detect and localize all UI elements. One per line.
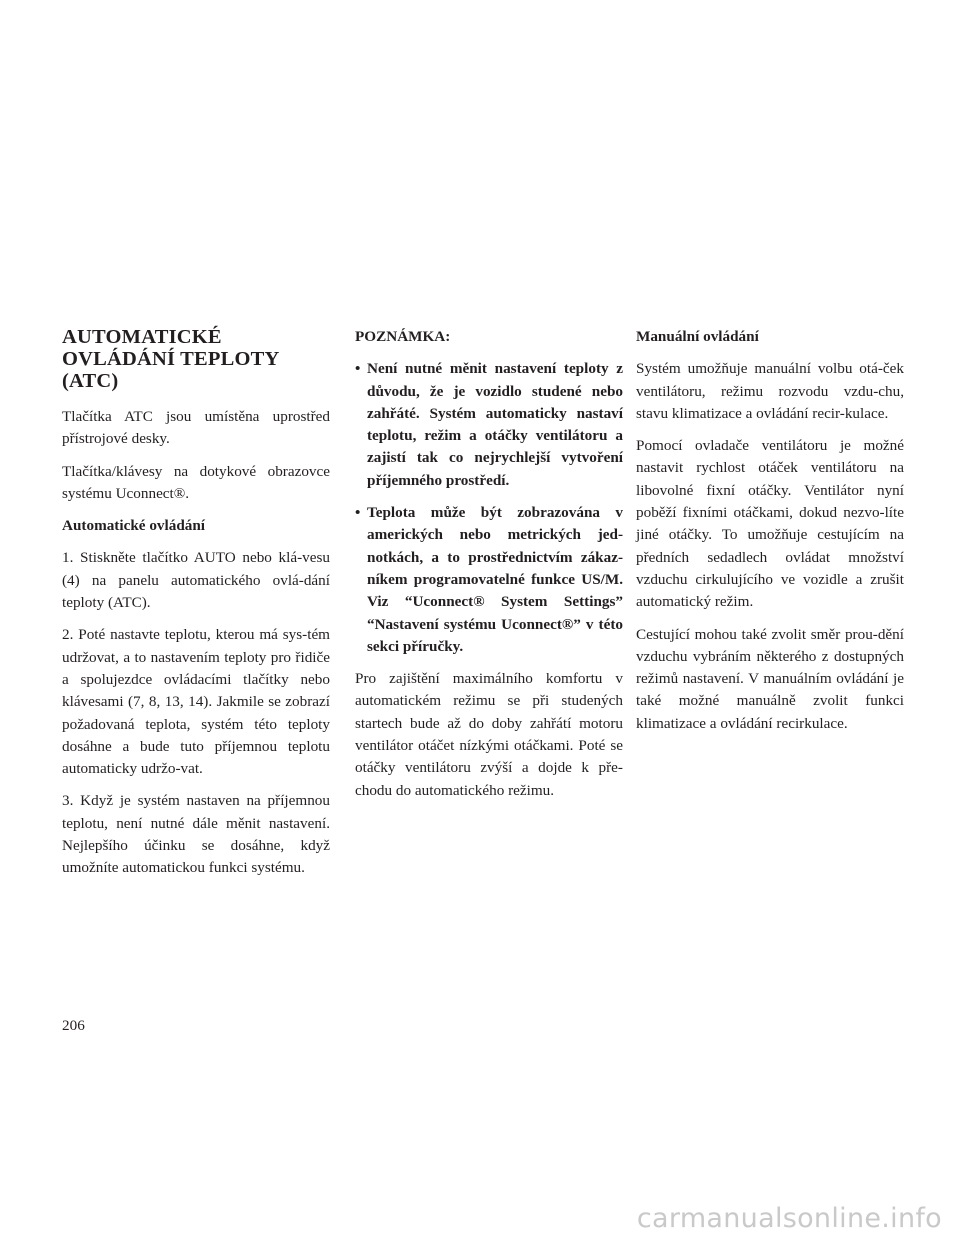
section-title-line-2: OVLÁDÁNÍ TEPLOTY bbox=[62, 348, 280, 370]
manual-paragraph-1: Systém umožňuje manuální volbu otá-ček ventilátoru, režimu rozvodu vzdu-chu, stavu klimatizace a ovládání recir-kulace. bbox=[636, 360, 904, 422]
auto-control-heading: Automatické ovládání bbox=[62, 517, 206, 535]
note-item bbox=[355, 358, 623, 492]
note-item-text: Teplota může být zobrazována v amerických nebo metrických jed-notkách, a to prostřednictvím zákaz-níkem programovatelné funkce US/M. Viz “Uconnect® System Settings” “Nastavení systému Uconnect®” v této sekci příručky. bbox=[367, 504, 623, 655]
note-heading: POZNÁMKA: bbox=[355, 328, 451, 345]
bullet-icon: • bbox=[355, 360, 361, 378]
manual-paragraph-2: Pomocí ovladače ventilátoru je možné nastavit rychlost otáček ventilátoru na libovolné fixní otáčky. Ventilátor nyní poběží fixními otáčkami, dokud nezvo-líte jiné otáčky. To umožňuje cestujícím na předních sedadlech ovládat množství vzduchu cirkulujícího ve vozidle a zrušit automatický režim. bbox=[636, 437, 904, 611]
step-1: 1. Stiskněte tlačítko AUTO nebo klá-vesu (4) na panelu automatického ovlá-dání teploty (ATC). bbox=[62, 549, 330, 612]
manual-control-heading: Manuální ovládání bbox=[636, 328, 759, 345]
watermark: carmanualsonline.info bbox=[636, 1203, 942, 1234]
section-title bbox=[62, 326, 330, 392]
section-title-line-1: AUTOMATICKÉ bbox=[62, 326, 222, 348]
intro-paragraph-1: Tlačítka ATC jsou umístěna uprostřed přístrojové desky. bbox=[62, 408, 330, 448]
column-left bbox=[62, 326, 330, 890]
note-paragraph: Pro zajištění maximálního komfortu v automatickém režimu se při studených startech bude až do doby zahřátí motoru ventilátor otáčet nízkými otáčkami. Poté se otáčky ventilátoru zvýší a dojde k pře-chodu do automatického režimu. bbox=[355, 670, 623, 799]
note-item-text: Není nutné měnit nastavení teploty z důvodu, že je vozidlo studené nebo zahřáté. Systém automaticky nastaví teplotu, režim a otáčky ventilátoru a zajistí tak co nejrychlejší vytvoření příjemného prostředí. bbox=[367, 360, 623, 489]
column-right bbox=[636, 326, 904, 745]
intro-paragraph-2: Tlačítka/klávesy na dotykové obrazovce systému Uconnect®. bbox=[62, 462, 330, 502]
section-title-line-3: (ATC) bbox=[62, 370, 119, 392]
note-list bbox=[355, 358, 623, 658]
manual-paragraph-3: Cestující mohou také zvolit směr prou-dění vzduchu vybráním některého z dostupných režimů nastavení. V manuálním ovládání je také možné manuálně zvolit funkci klimatizace a ovládání recirkulace. bbox=[636, 625, 904, 732]
bullet-icon: • bbox=[355, 504, 361, 522]
step-2: 2. Poté nastavte teplotu, kterou má sys-tém udržovat, a to nastavením teploty pro řidiče a spolujezdce ovládacími tlačítky nebo klávesami (7, 8, 13, 14). Jakmile se zobrazí požadovaná teplota, systém této teploty dosáhne a bude tuto příjemnou teplotu automaticky udržo-vat. bbox=[62, 626, 330, 778]
note-item bbox=[355, 502, 623, 658]
step-3: 3. Když je systém nastaven na příjemnou teplotu, není nutné dále měnit nastavení. Nejlepšího účinku se dosáhne, když umožníte automatickou funkci systému. bbox=[62, 792, 330, 877]
page-number: 206 bbox=[62, 1017, 85, 1034]
column-middle bbox=[355, 326, 623, 812]
